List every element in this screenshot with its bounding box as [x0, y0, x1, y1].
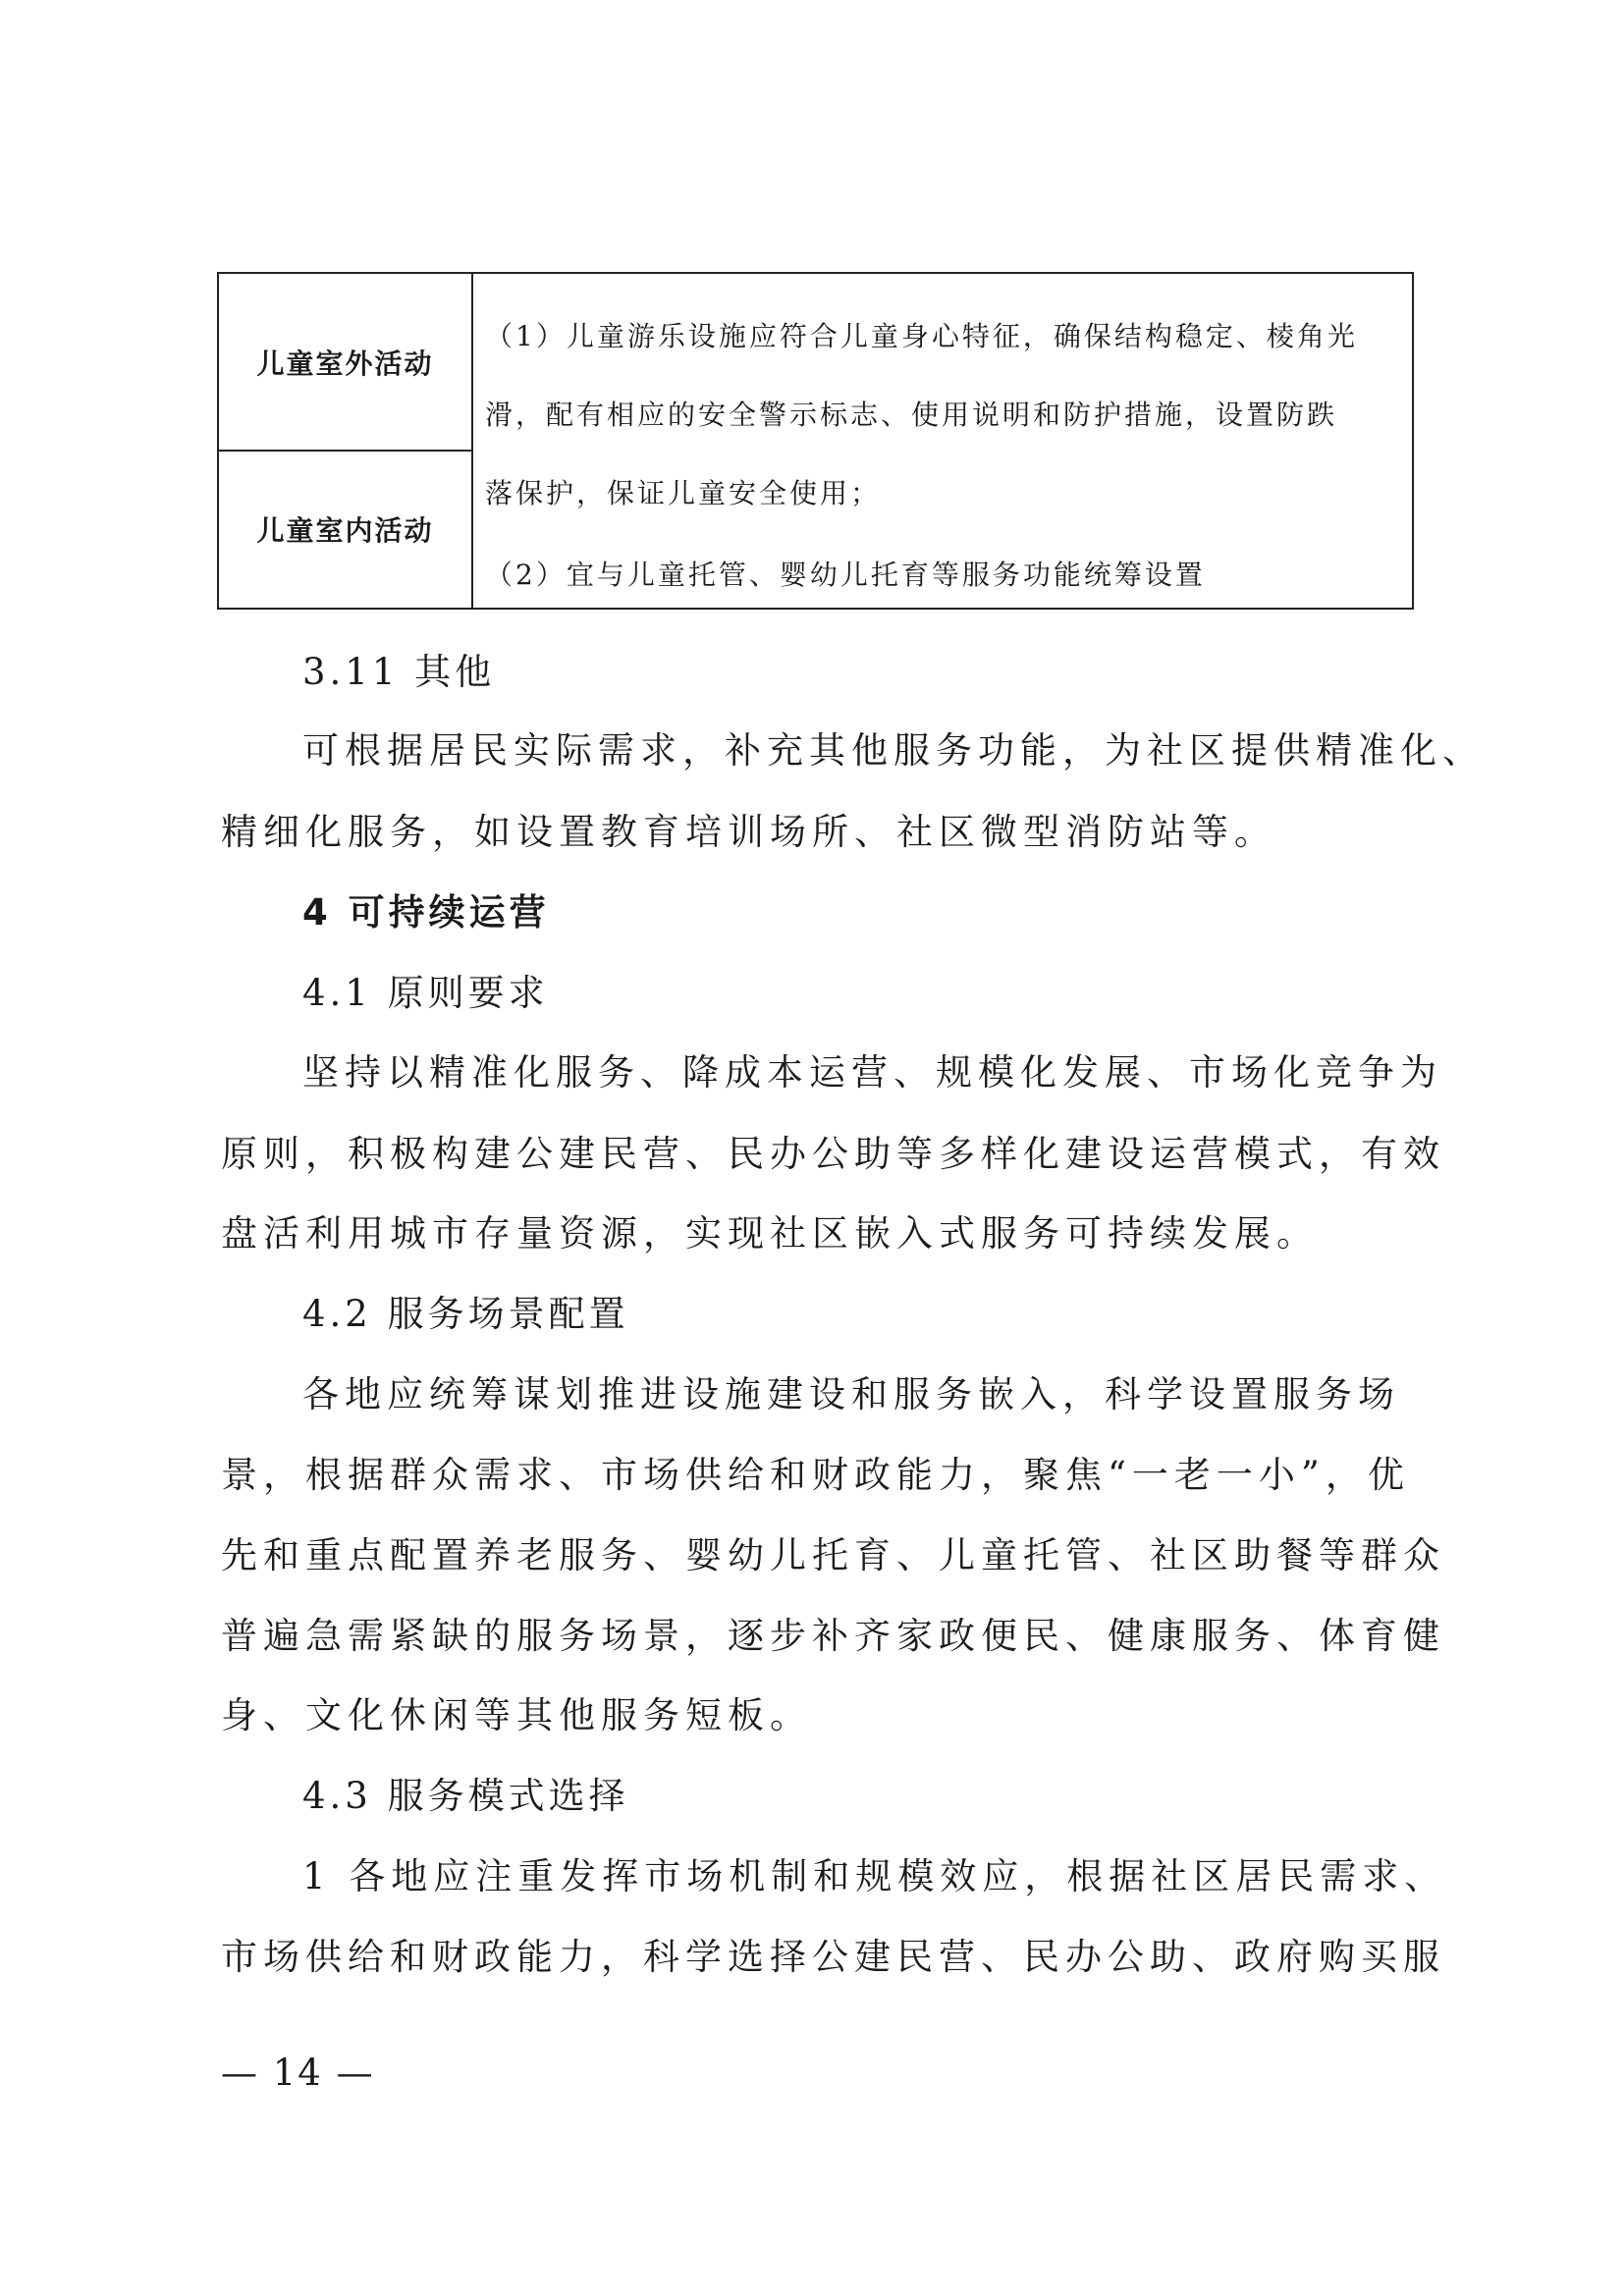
paragraph-line: 可根据居民实际需求，补充其他服务功能，为社区提供精准化、	[302, 729, 1485, 772]
section-4-1-heading: 4.1 原则要求	[302, 972, 549, 1014]
table-row-indoor-label: 儿童室内活动	[256, 513, 434, 547]
paragraph-line: 先和重点配置养老服务、婴幼儿托育、儿童托管、社区助餐等群众	[221, 1534, 1445, 1576]
section-4-heading: 4 可持续运营	[302, 891, 550, 934]
paragraph-line: 各地应统筹谋划推进设施建设和服务嵌入，科学设置服务场	[302, 1373, 1400, 1415]
paragraph-line: 普遍急需紧缺的服务场景，逐步补齐家政便民、健康服务、体育健	[221, 1615, 1445, 1657]
section-4-3-heading: 4.3 服务模式选择	[302, 1775, 629, 1817]
paragraph-line: 1 各地应注重发挥市场机制和规模效应，根据社区居民需求、	[302, 1855, 1447, 1897]
paragraph-line: 坚持以精准化服务、降成本运营、规模化发展、市场化竞争为	[302, 1051, 1442, 1094]
paragraph-line: 市场供给和财政能力，科学选择公建民营、民办公助、政府购买服	[221, 1936, 1445, 1978]
service-table	[217, 272, 1414, 610]
table-content-line: （2）宜与儿童托管、婴幼儿托育等服务功能统筹设置	[485, 559, 1206, 591]
paragraph-line: 精细化服务，如设置教育培训场所、社区微型消防站等。	[221, 811, 1276, 853]
paragraph-line: 原则，积极构建公建民营、民办公助等多样化建设运营模式，有效	[221, 1133, 1445, 1175]
paragraph-line: 景，根据群众需求、市场供给和财政能力，聚焦“一老一小”，优	[221, 1454, 1410, 1496]
table-row-outdoor-label: 儿童室外活动	[219, 274, 471, 452]
section-4-2-heading: 4.2 服务场景配置	[302, 1293, 629, 1335]
table-content-cell	[485, 274, 1404, 608]
table-content-line: 落保护，保证儿童安全使用；	[485, 477, 882, 509]
paragraph-line: 盘活利用城市存量资源，实现社区嵌入式服务可持续发展。	[221, 1212, 1319, 1255]
paragraph-line: 身、文化休闲等其他服务短板。	[221, 1694, 812, 1736]
section-3-11-heading: 3.11 其他	[302, 651, 496, 693]
table-content-line: （1）儿童游乐设施应符合儿童身心特征，确保结构稳定、棱角光	[485, 320, 1358, 352]
table-content-line: 滑，配有相应的安全警示标志、使用说明和防护措施，设置防跌	[485, 399, 1338, 431]
page-number: — 14 —	[221, 2052, 375, 2094]
table-label-column	[219, 274, 473, 608]
